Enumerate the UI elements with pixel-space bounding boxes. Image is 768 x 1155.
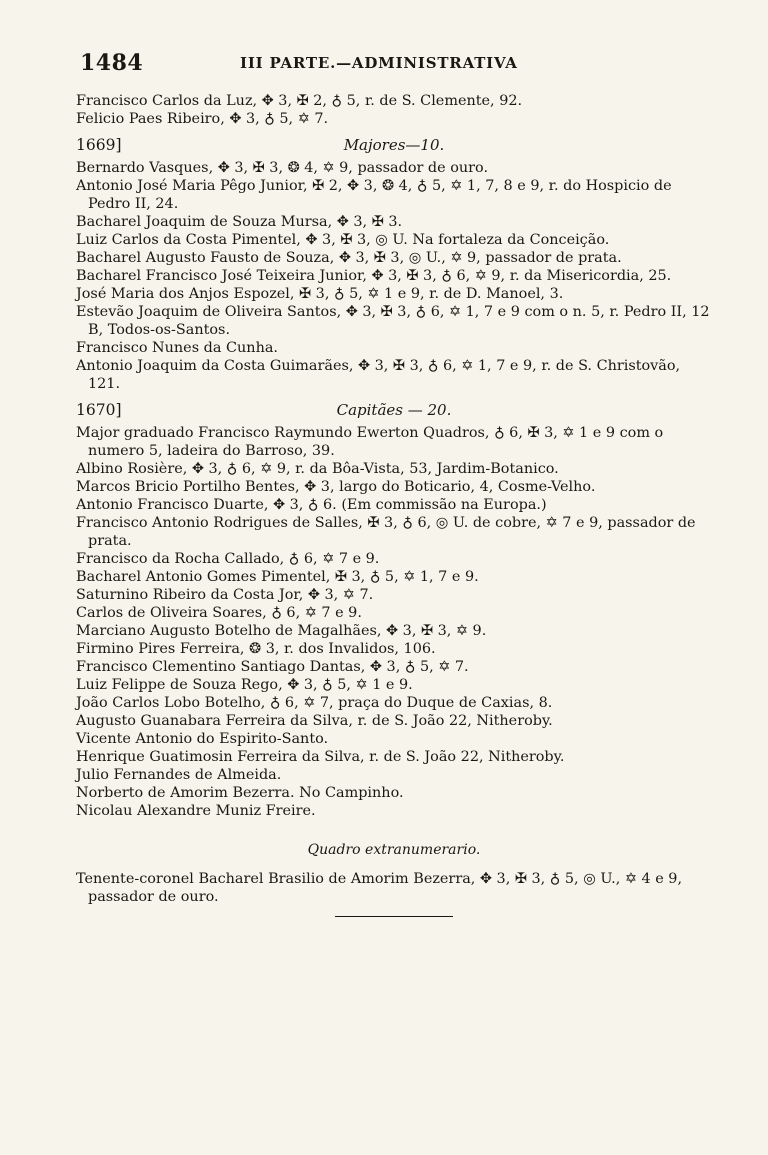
page-body [76,92,715,917]
section-title-quadro: Quadro extranumerario. [307,842,481,858]
entries-majores [76,159,715,393]
section-number: 1670] [76,401,122,419]
entries-capitaes [76,424,712,820]
list-item: Francisco da Rocha Callado, ♁ 6, ✡ 7 e 9. [76,551,380,567]
list-item: Vicente Antonio do Espirito-Santo. [76,731,329,747]
list-item: Bacharel Antonio Gomes Pimentel, ✠ 3, ♁ 5, ✡ 1, 7 e 9. [76,569,479,585]
list-item: José Maria dos Anjos Espozel, ✠ 3, ♁ 5, ✡ 1 e 9, r. de D. Manoel, 3. [76,286,564,302]
list-item: Francisco Nunes da Cunha. [76,340,278,356]
list-item: Major graduado Francisco Raymundo Ewerton Quadros, ♁ 6, ✠ 3, ✡ 1 e 9 com o numero 5, ladeira do Barroso, 39. [76,425,668,459]
page-number: 1484 [80,50,144,76]
entries-quadro [76,870,712,906]
page-header [80,50,710,78]
section-title: Capitães — 20. [336,401,452,419]
list-item: Carlos de Oliveira Soares, ♁ 6, ✡ 7 e 9. [76,605,362,621]
list-item: Luiz Carlos da Costa Pimentel, ✥ 3, ✠ 3, ◎ U. Na fortaleza da Conceição. [76,232,610,248]
list-item: Francisco Carlos da Luz, ✥ 3, ✠ 2, ♁ 5, r. de S. Clemente, 92. [76,93,523,109]
section-heading-capitaes [76,397,712,424]
list-item: Tenente-coronel Bacharel Brasilio de Amorim Bezerra, ✥ 3, ✠ 3, ♁ 5, ◎ U., ✡ 4 e 9, passador de ouro. [76,871,687,905]
list-item: João Carlos Lobo Botelho, ♁ 6, ✡ 7, praça do Duque de Caxias, 8. [76,695,553,711]
list-item: Augusto Guanabara Ferreira da Silva, r. de S. João 22, Nitheroby. [76,713,553,729]
list-item: Firmino Pires Ferreira, ❂ 3, r. dos Invalidos, 106. [76,641,436,657]
list-item: Francisco Clementino Santiago Dantas, ✥ 3, ♁ 5, ✡ 7. [76,659,469,675]
list-item: Antonio Joaquim da Costa Guimarães, ✥ 3, ✠ 3, ♁ 6, ✡ 1, 7 e 9, r. de S. Christovão, 121. [76,358,685,392]
list-item: Marciano Augusto Botelho de Magalhães, ✥ 3, ✠ 3, ✡ 9. [76,623,487,639]
list-item: Julio Fernandes de Almeida. [76,767,282,783]
list-item: Bacharel Joaquim de Souza Mursa, ✥ 3, ✠ 3. [76,214,403,230]
list-item: Antonio José Maria Pêgo Junior, ✠ 2, ✥ 3, ❂ 4, ♁ 5, ✡ 1, 7, 8 e 9, r. do Hospicio de Pedro II, 24. [76,178,677,212]
running-title: III PARTE.—ADMINISTRATIVA [240,54,518,72]
divider [335,916,453,917]
list-item: Estevão Joaquim de Oliveira Santos, ✥ 3, ✠ 3, ♁ 6, ✡ 1, 7 e 9 com o n. 5, r. Pedro II, 12 B, Todos-os-Santos. [76,304,715,338]
list-item: Marcos Bricio Portilho Bentes, ✥ 3, largo do Boticario, 4, Cosme-Velho. [76,479,596,495]
list-item: Antonio Francisco Duarte, ✥ 3, ♁ 6. (Em commissão na Europa.) [76,497,547,513]
section-title: Majores—10. [343,136,445,154]
entries-top [76,92,712,128]
list-item: Bacharel Francisco José Teixeira Junior, ✥ 3, ✠ 3, ♁ 6, ✡ 9, r. da Misericordia, 25. [76,268,672,284]
list-item: Saturnino Ribeiro da Costa Jor, ✥ 3, ✡ 7. [76,587,374,603]
list-item: Luiz Felippe de Souza Rego, ✥ 3, ♁ 5, ✡ 1 e 9. [76,677,413,693]
section-number: 1669] [76,136,122,154]
list-item: Bacharel Augusto Fausto de Souza, ✥ 3, ✠ 3, ◎ U., ✡ 9, passador de prata. [76,250,622,266]
section-heading-majores [76,132,712,159]
list-item: Nicolau Alexandre Muniz Freire. [76,803,316,819]
list-item: Albino Rosière, ✥ 3, ♁ 6, ✡ 9, r. da Bôa-Vista, 53, Jardim-Botanico. [76,461,559,477]
list-item: Bernardo Vasques, ✥ 3, ✠ 3, ❂ 4, ✡ 9, passador de ouro. [76,160,489,176]
list-item: Norberto de Amorim Bezerra. No Campinho. [76,785,404,801]
list-item: Felicio Paes Ribeiro, ✥ 3, ♁ 5, ✡ 7. [76,111,329,127]
list-item: Henrique Guatimosin Ferreira da Silva, r. de S. João 22, Nitheroby. [76,749,565,765]
list-item: Francisco Antonio Rodrigues de Salles, ✠ 3, ♁ 6, ◎ U. de cobre, ✡ 7 e 9, passador de prata. [76,515,701,549]
